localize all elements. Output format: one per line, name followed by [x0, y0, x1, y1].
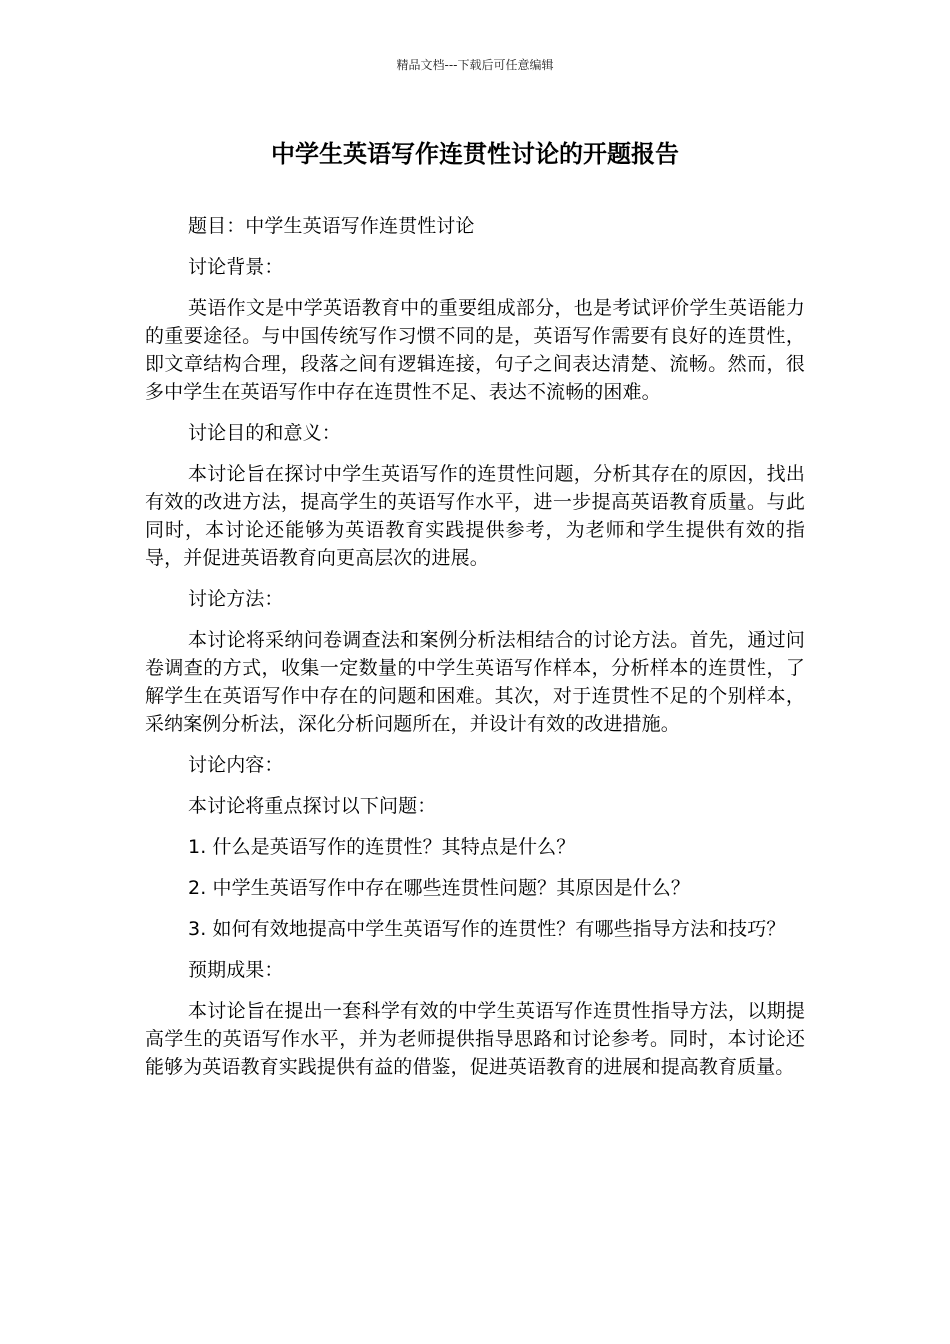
header-note: 精品文档---下载后可任意编辑	[396, 58, 554, 72]
content-question-1: 1. 什么是英语写作的连贯性？其特点是什么？	[188, 836, 576, 858]
section-heading-content: 讨论内容：	[188, 754, 284, 776]
section-heading-outcomes: 预期成果：	[188, 959, 284, 981]
outcomes-paragraph: 本讨论旨在提出一套科学有效的中学生英语写作连贯性指导方法，以期提高学生的英语写作水平，并为老师提供指导思路和讨论参考。同时，本讨论还能够为英语教育实践提供有益的借鉴，促进英语教育的进展和提高教育质量。	[145, 1000, 805, 1078]
section-heading-purpose: 讨论目的和意义：	[188, 422, 341, 444]
content-intro: 本讨论将重点探讨以下问题：	[188, 795, 437, 817]
document-title: 中学生英语写作连贯性讨论的开题报告	[271, 140, 679, 168]
background-paragraph: 英语作文是中学英语教育中的重要组成部分，也是考试评价学生英语能力的重要途径。与中国传统写作习惯不同的是，英语写作需要有良好的连贯性，即文章结构合理，段落之间有逻辑连接，句子之间表达清楚、流畅。然而，很多中学生在英语写作中存在连贯性不足、表达不流畅的困难。	[145, 297, 805, 403]
method-paragraph: 本讨论将采纳问卷调查法和案例分析法相结合的讨论方法。首先，通过问卷调查的方式，收集一定数量的中学生英语写作样本，分析样本的连贯性，了解学生在英语写作中存在的问题和困难。其次，对于连贯性不足的个别样本，采纳案例分析法，深化分析问题所在，并设计有效的改进措施。	[145, 629, 805, 735]
document-body	[145, 212, 805, 1094]
section-heading-background: 讨论背景：	[188, 256, 284, 278]
section-heading-method: 讨论方法：	[188, 588, 284, 610]
topic-line: 题目：中学生英语写作连贯性讨论	[188, 215, 475, 237]
content-question-2: 2. 中学生英语写作中存在哪些连贯性问题？其原因是什么？	[188, 877, 690, 899]
content-question-3: 3. 如何有效地提高中学生英语写作的连贯性？有哪些指导方法和技巧？	[188, 918, 786, 940]
purpose-paragraph: 本讨论旨在探讨中学生英语写作的连贯性问题，分析其存在的原因，找出有效的改进方法，提高学生的英语写作水平，进一步提高英语教育质量。与此同时，本讨论还能够为英语教育实践提供参考，为老师和学生提供有效的指导，并促进英语教育向更高层次的进展。	[145, 463, 805, 569]
